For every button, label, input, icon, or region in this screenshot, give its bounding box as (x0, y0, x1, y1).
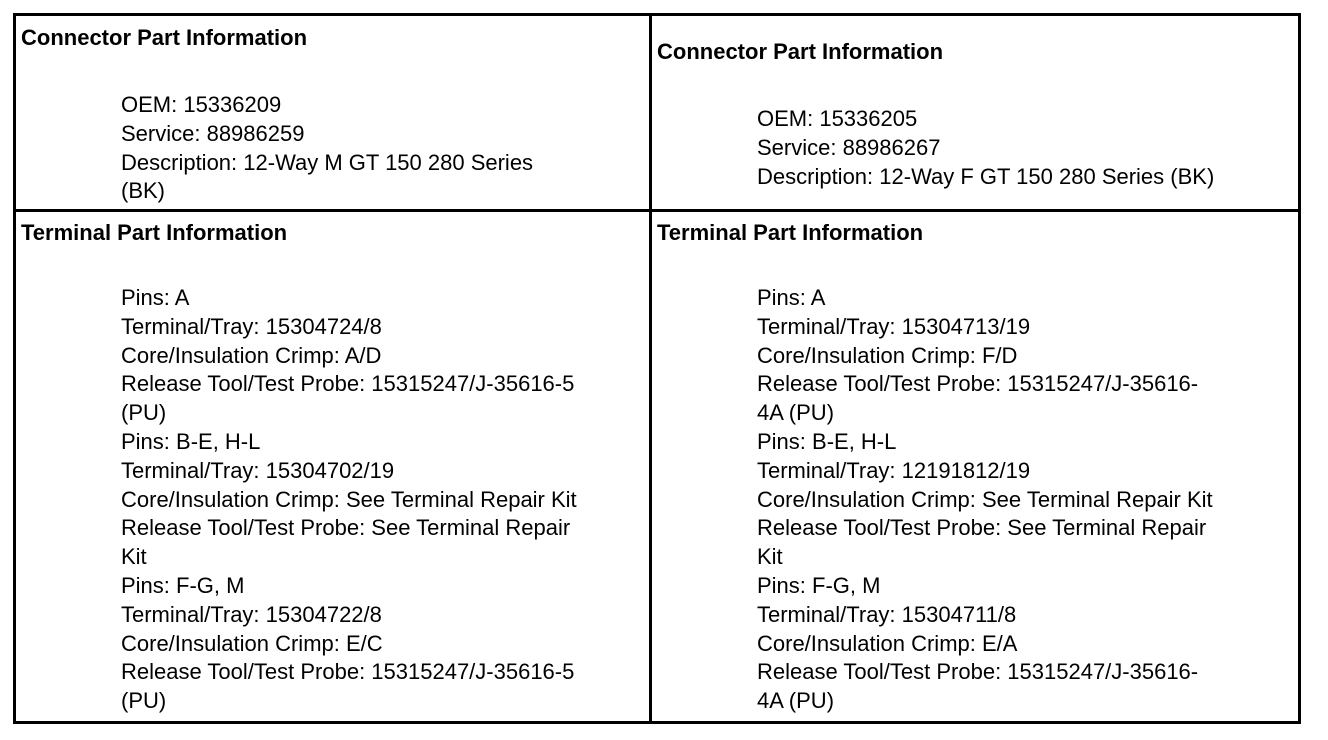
right-terminal-line: Kit (757, 544, 783, 570)
right-terminal-line: Pins: B-E, H-L (757, 428, 897, 454)
right-terminal-lines (757, 284, 1213, 716)
left-terminal-line: Kit (121, 544, 147, 570)
left-terminal-line: Pins: A (121, 285, 190, 310)
right-terminal-line: Core/Insulation Crimp: F/D (757, 342, 1018, 368)
right-terminal-line: Core/Insulation Crimp: E/A (757, 630, 1018, 656)
right-connector-cell (652, 16, 1298, 209)
left-terminal-line: Terminal/Tray: 15304722/8 (121, 601, 382, 627)
right-terminal-line: Pins: A (757, 285, 826, 310)
left-terminal-line: Core/Insulation Crimp: E/C (121, 630, 383, 656)
left-terminal-line: Pins: B-E, H-L (121, 428, 261, 454)
left-connector-description: Description: 12-Way M GT 150 280 Series (121, 149, 534, 175)
right-terminal-heading: Terminal Part Information (657, 220, 924, 245)
left-connector-lines (121, 91, 533, 206)
right-terminal-line: Core/Insulation Crimp: See Terminal Repair Kit (757, 486, 1213, 512)
left-terminal-line: (PU) (121, 400, 167, 426)
left-terminal-line: Terminal/Tray: 15304724/8 (121, 313, 382, 339)
right-terminal-line: Pins: F-G, M (757, 572, 881, 598)
left-terminal-line: Terminal/Tray: 15304702/19 (121, 457, 395, 483)
left-terminal-line: (PU) (121, 688, 167, 714)
left-terminal-line: Release Tool/Test Probe: 15315247/J-35616-5 (121, 371, 575, 397)
right-connector-heading: Connector Part Information (657, 39, 944, 64)
right-connector-service: Service: 88986267 (757, 134, 941, 160)
left-terminal-cell (16, 212, 649, 721)
right-terminal-line: Release Tool/Test Probe: See Terminal Repair (757, 515, 1207, 541)
right-terminal-line: 4A (PU) (757, 688, 835, 714)
right-terminal-line: Terminal/Tray: 12191812/19 (757, 457, 1031, 483)
left-connector-oem: OEM: 15336209 (121, 92, 282, 117)
right-terminal-line: Terminal/Tray: 15304711/8 (757, 601, 1017, 627)
right-terminal-line: 4A (PU) (757, 400, 835, 426)
right-connector-lines (757, 105, 1214, 191)
left-terminal-line: Release Tool/Test Probe: See Terminal Repair (121, 515, 571, 541)
right-terminal-line: Release Tool/Test Probe: 15315247/J-35616- (757, 659, 1199, 685)
right-connector-description: Description: 12-Way F GT 150 280 Series (BK) (757, 163, 1215, 189)
right-connector-oem: OEM: 15336205 (757, 106, 918, 131)
right-terminal-line: Release Tool/Test Probe: 15315247/J-35616- (757, 371, 1199, 397)
connector-info-table (13, 13, 1301, 724)
right-terminal-line: Terminal/Tray: 15304713/19 (757, 313, 1031, 339)
left-terminal-line: Release Tool/Test Probe: 15315247/J-35616-5 (121, 659, 575, 685)
left-terminal-lines (121, 284, 577, 716)
left-connector-cell (16, 16, 649, 209)
right-terminal-cell (652, 212, 1298, 721)
left-connector-service: Service: 88986259 (121, 120, 305, 146)
left-connector-heading: Connector Part Information (21, 25, 308, 50)
left-terminal-line: Pins: F-G, M (121, 572, 245, 598)
left-terminal-line: Core/Insulation Crimp: See Terminal Repair Kit (121, 486, 577, 512)
left-connector-description-cont: (BK) (121, 178, 165, 204)
left-terminal-line: Core/Insulation Crimp: A/D (121, 342, 382, 368)
left-terminal-heading: Terminal Part Information (21, 220, 288, 245)
